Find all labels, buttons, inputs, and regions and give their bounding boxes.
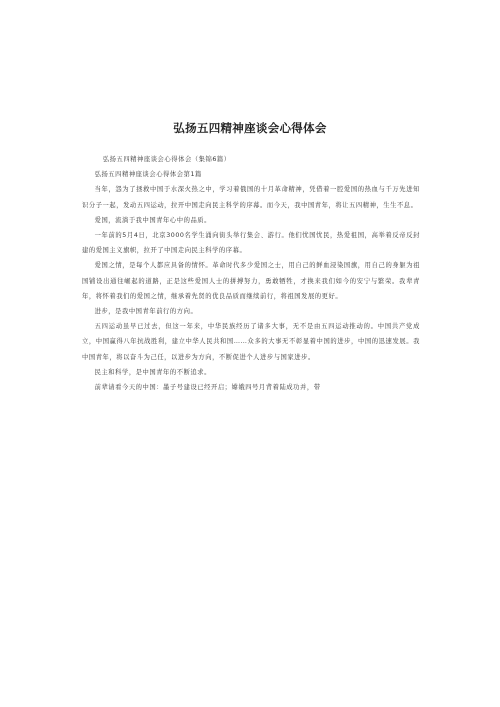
paragraph: 前辈请看今天的中国：墨子号建设已经开启；嫦娥四号月背着陆成功并，带 bbox=[94, 384, 321, 392]
document-body bbox=[82, 152, 420, 395]
paragraph: 当年，怨为了拯救中国于水深火热之中，学习着俄国的十月革命精神，凭借着一腔爱国的热血与千万先进知识分子一起，发动五四运动，拉开中国走向民主科学的序幕。而今天，我中国青年，将让五四精神，生生不息。 bbox=[82, 186, 420, 209]
document-title: 弘扬五四精神座谈会心得体会 bbox=[173, 121, 327, 135]
paragraph: 民主和科学，是中国青年的不断追求。 bbox=[94, 368, 211, 376]
section-heading: 弘扬五四精神座谈会心得体会第1篇 bbox=[94, 171, 202, 179]
paragraph: 爱国之情，是每个人都应具备的情怀。革命时代多少爱国之士，用自己的鲜血浸染国旗，用自己的身躯为祖国铺设出通往崛起的道路，正是这些爱国人士的拼搏努力，勇敢牺牲，才换来我们如今的安宁与繁荣。我辈青年，将怀着我们的爱国之情，继承着先贤的优良品质而继续前行，将祖国发展的更好。 bbox=[82, 262, 420, 300]
paragraph: 五四运动虽早已过去，但这一年来，中华民族经历了诸多大事，无不是由五四运动推动的。中国共产党成立，中国赢得八年抗战胜利，建立中华人民共和国……众多的大事无不彰显着中国的进步，中国的迅速发展。我中国青年，将以奋斗为己任，以进步为方向，不断促进个人进步与国家进步。 bbox=[82, 323, 420, 361]
paragraph: 进步，是我中国青年前行的方向。 bbox=[94, 308, 198, 316]
paragraph: 一年前的5月4日，北京3000名学生涌向街头举行集会、游行。他们忧国忧民，热爱祖国，高举着反帝反封建的爱国主义旗帜，拉开了中国走向民主科学的序幕。 bbox=[82, 232, 420, 255]
document-subtitle: 弘扬五四精神座谈会心得体会（集锦6篇） bbox=[102, 156, 231, 163]
paragraph: 爱国，流淌于我中国青年心中的品质。 bbox=[94, 216, 211, 224]
